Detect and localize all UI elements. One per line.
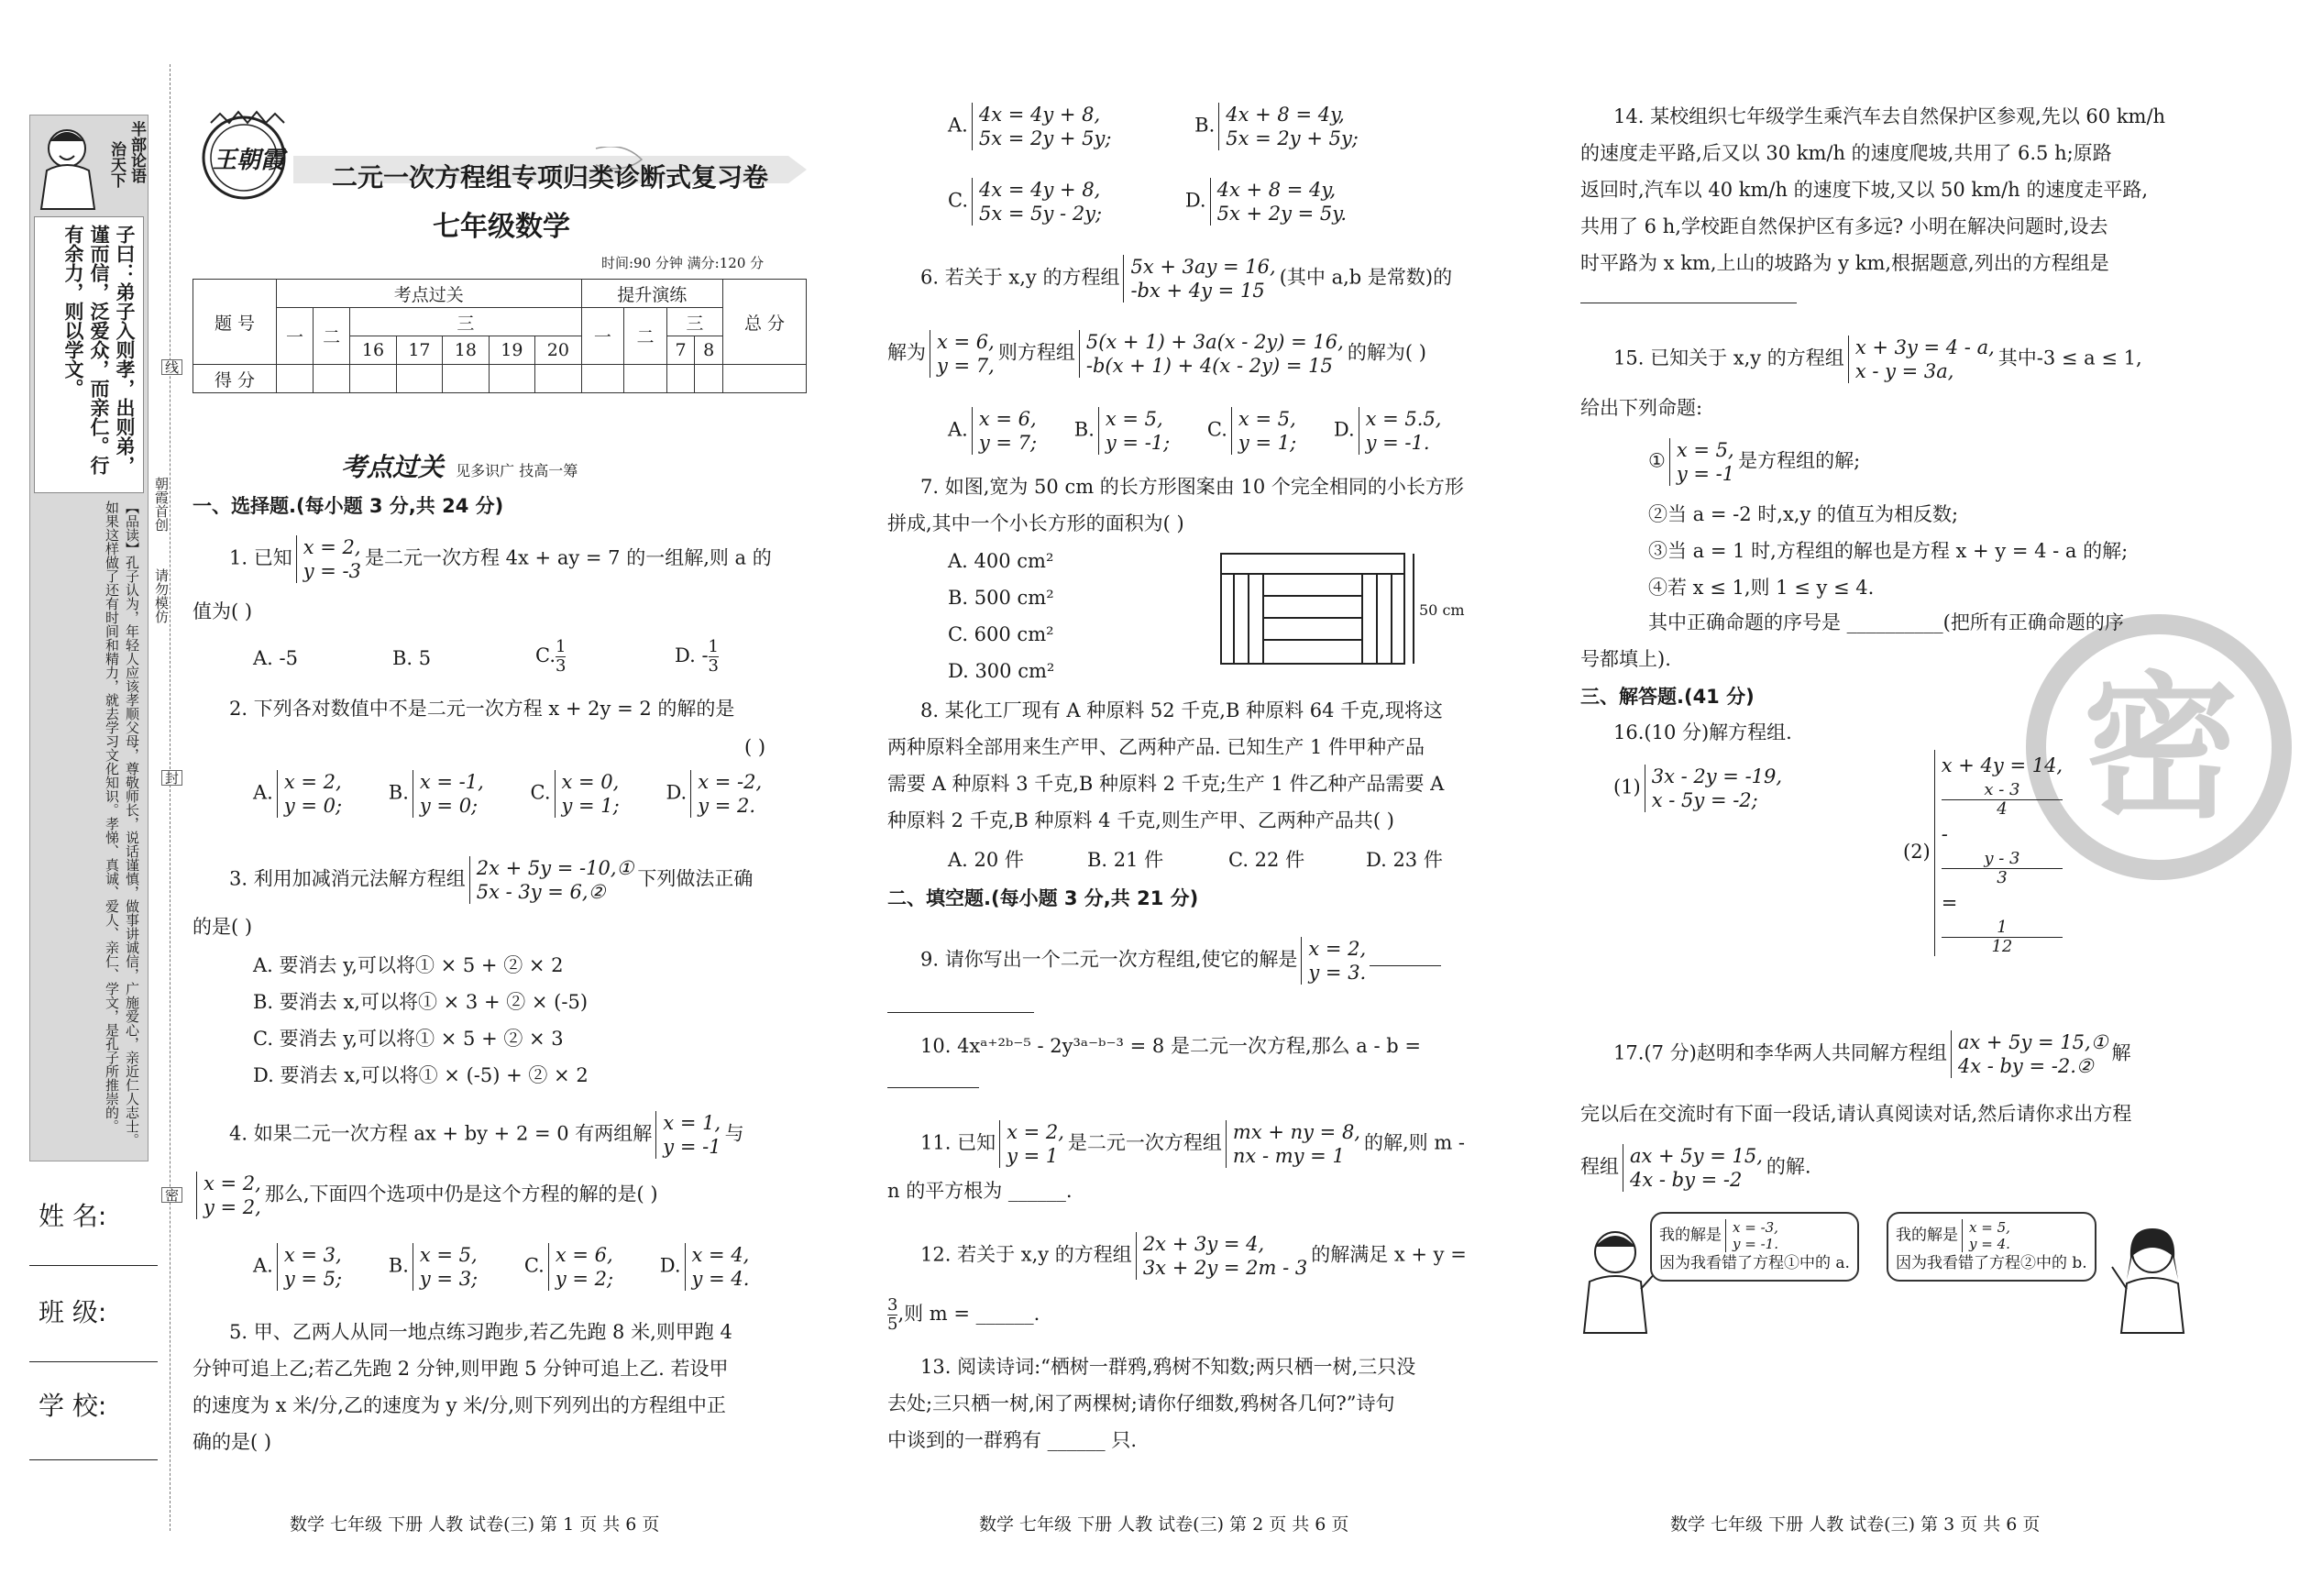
class-field[interactable] [29,1361,158,1362]
question-no-label: 题 号 [193,280,277,365]
section-banner [341,447,671,482]
section-choice: 一、选择题.(每小题 3 分,共 24 分) [193,495,504,517]
score-cell[interactable] [723,365,807,393]
q9-blank-a[interactable] [1370,965,1441,966]
col-1: 一 [277,308,314,365]
col-2: 二 [314,308,350,365]
exam-subtitle: 七年级数学 [433,211,570,243]
q8-line3: 需要 A 种原料 3 千克,B 种原料 2 千克;生产 1 件乙种产品需要 A [887,773,1445,795]
confucius-quote-box [34,216,144,493]
q15-prop-1: ① x = 5, y = -1 是方程组的解; [1648,439,1861,485]
speech-bubble-li: 我的解是 x = 5, y = 4. 因为我看错了方程②中的 b. [1887,1212,2096,1282]
q10: 10. 4xᵃ⁺²ᵇ⁻⁵ - 2y³ᵃ⁻ᵇ⁻³ = 8 是二元一次方程,那么 a - b = [920,1035,1421,1057]
side-mark-1: 朝霞首创 [153,477,170,532]
score-cell[interactable] [581,365,624,393]
q8-opt-a[interactable]: A. 20 件 [948,849,1024,871]
q1-text-a: 1. 已知 [229,546,292,569]
col-t3: 三 [666,308,722,336]
exam-title: 二元一次方程组专项归类诊断式复习卷 [332,162,769,193]
score-cell[interactable] [314,365,350,393]
q14-line5: 时平路为 x km,上山的坡路为 y km,根据题意,列出的方程组是 [1580,252,2109,274]
score-cell[interactable] [443,365,489,393]
q8-line4: 种原料 2 千克,B 种原料 4 千克,则生产甲、乙两种产品共( ) [887,809,1394,831]
school-label: 学 校: [39,1391,107,1421]
q4-opts[interactable]: A. x = 3, y = 5; B. x = 5, y = 3; C. x = 6, y = 2; D. x = 4, y = 4. [253,1244,750,1290]
total-label: 总 分 [723,280,807,365]
q15-ask: 其中正确命题的序号是 __________(把所有正确命题的序 [1648,611,2124,633]
col-18: 18 [443,336,489,365]
score-cell[interactable] [666,365,695,393]
fold-mark-mi: 密 [161,1187,182,1203]
q7-opt-d[interactable]: D. 300 cm² [948,660,1055,682]
q3-opt-d[interactable]: D. 要消去 x,可以将① × (-5) + ② × 2 [253,1064,589,1086]
group-tisheng: 提升演练 [581,280,722,308]
q13-line2: 去处;三只栖一树,闲了两棵树;请你仔细数,鸦树各几何?”诗句 [887,1392,1395,1414]
q3-opt-a[interactable]: A. 要消去 y,可以将① × 5 + ② × 2 [253,954,564,976]
q16-part1: (1) 3x - 2y = -19, x - 5y = -2; [1613,765,1783,811]
pindu-text: 【品读】孔子认为，年轻人应该孝顺父母，尊敬师长，说话谨慎，做事讲诚信，广施爱心，亲近仁人志士。如果这样做了还有时间和精力，就去学习文化知识。孝悌、真诚、爱人、亲仁、学文，是孔子所推崇的。 [104,501,140,1147]
q7-line2: 拼成,其中一个小长方形的面积为( ) [887,512,1184,534]
q3-tail: 的是( ) [193,916,253,938]
footer-page-3: 数学 七年级 下册 人教 试卷(三) 第 3 页 共 6 页 [1670,1514,2041,1535]
q8-opt-b[interactable]: B. 21 件 [1087,849,1164,871]
q13-line1: 13. 阅读诗词:“栖树一群鸦,鸦树不知数;两只栖一树,三只没 [920,1356,1416,1378]
section-solve: 三、解答题.(41 分) [1580,686,1755,708]
side-mark-2: 请勿模仿 [153,568,170,623]
q10-blank[interactable] [887,1087,979,1088]
q4-cont: x = 2, y = 2, 那么,下面四个选项中仍是这个方程的解的是( ) [193,1172,658,1219]
banner-main: 考点过关 [341,452,445,482]
q7-line1: 7. 如图,宽为 50 cm 的长方形图案由 10 个完全相同的小长方形 [920,476,1464,498]
speech-bubble-zhao: 我的解是 x = -3, y = -1. 因为我看错了方程①中的 a. [1650,1212,1859,1282]
col-t1: 一 [581,308,624,365]
q15-intro: 给出下列命题: [1580,397,1703,419]
col-t2: 二 [624,308,667,365]
score-cell[interactable] [695,365,723,393]
q5-line1: 5. 甲、乙两人从同一地点练习跑步,若乙先跑 8 米,则甲跑 4 [229,1321,732,1343]
q14-line1: 14. 某校组织七年级学生乘汽车去自然保护区参观,先以 60 km/h [1613,105,2166,127]
q7-figure [1219,550,1430,669]
q7-figure-label: 50 cm [1419,601,1465,619]
time-info: 时间:90 分钟 满分:120 分 [601,255,765,271]
score-table [193,279,807,393]
q6-cont: 解为 x = 6, y = 7, 则方程组 5(x + 1) + 3a(x - 2y) = 16, -b(x + 1) + 4(x - 2y) = 15 的解为( ) [887,331,1426,377]
fold-mark-xian: 线 [161,359,182,375]
q16-part2: (2) x + 4y = 14, x - 3 4 - y - 3 3 = 1 12 [1903,750,2066,956]
q5-opts-row2[interactable]: C. 4x = 4y + 8, 5x = 5y - 2y; D. 4x + 8 = 4y, 5x + 2y = 5y. [948,179,1348,225]
q17: 17.(7 分)赵明和李华两人共同解方程组 ax + 5y = 15,① 4x - by = -2.② 解 [1613,1031,2131,1077]
watermark-text: 密 [2083,658,2239,840]
q14-line3: 返回时,汽车以 40 km/h 的速度下坡,又以 50 km/h 的速度走平路, [1580,179,2148,201]
q5-line3: 的速度为 x 米/分,乙的速度为 y 米/分,则下列列出的方程组中正 [193,1394,726,1416]
q15-prop-2: ②当 a = -2 时,x,y 的值互为相反数; [1648,503,1959,525]
col-3: 三 [350,308,581,336]
group-kaodian: 考点过关 [277,280,582,308]
q7-opt-b[interactable]: B. 500 cm² [948,587,1054,609]
section-fill: 二、填空题.(每小题 3 分,共 21 分) [887,887,1199,909]
q17-line3: 程组 ax + 5y = 15, 4x - by = -2 的解. [1580,1145,1811,1191]
q1-tail: 值为( ) [193,600,253,622]
q4: 4. 如果二元一次方程 ax + by + 2 = 0 有两组解 x = 1, y = -1 与 [229,1112,744,1158]
q5-line2: 分钟可追上乙;若乙先跑 2 分钟,则甲跑 5 分钟可追上乙. 若设甲 [193,1358,729,1380]
q15-prop-3: ③当 a = 1 时,方程组的解也是方程 x + y = 4 - a 的解; [1648,540,2129,562]
q8-opt-c[interactable]: C. 22 件 [1228,849,1305,871]
confucius-quote: 子曰：弟子入则孝，出则弟，谨而信，泛爱众，而亲仁。行有余力，则以学文。 [62,225,136,475]
quote-top-2: 治天下 [107,141,126,188]
confucius-illustration [34,119,104,211]
q14-line4: 共用了 6 h,学校距自然保护区有多远? 小明在解决问题时,设去 [1580,215,2108,237]
q11-tail: n 的平方根为 ______. [887,1180,1073,1202]
q11: 11. 已知 x = 2, y = 1 是二元一次方程组 mx + ny = 8, nx - my = 1 的解,则 m - [920,1121,1466,1167]
q3-opt-b[interactable]: B. 要消去 x,可以将① × 3 + ② × (-5) [253,991,589,1013]
footer-page-1: 数学 七年级 下册 人教 试卷(三) 第 1 页 共 6 页 [290,1514,660,1535]
q7-opt-a[interactable]: A. 400 cm² [948,550,1054,572]
col-19: 19 [489,336,534,365]
boy-illustration [1579,1225,1661,1335]
q1-text-b: 是二元一次方程 4x + ay = 7 的一组解,则 a 的 [365,546,772,569]
q2: 2. 下列各对数值中不是二元一次方程 x + 2y = 2 的解的是 [229,698,735,720]
q15: 15. 已知关于 x,y 的方程组 x + 3y = 4 - a, x - y = 3a, 其中-3 ≤ a ≤ 1, [1613,336,2142,382]
q12-tail: $\frac{3}{5}$ ,则 m = ______. [887,1295,1040,1334]
q1-opt-a[interactable]: A. -5 [253,647,298,669]
score-cell[interactable] [624,365,667,393]
school-field[interactable] [29,1459,158,1460]
q14-line2: 的速度走平路,后又以 30 km/h 的速度爬坡,共用了 6.5 h;原路 [1580,142,2112,164]
col-16: 16 [350,336,396,365]
q2-opts[interactable]: A. x = 2, y = 0; B. x = -1, y = 0; C. x = 0, y = 1; D. x = -2, y = 2. [253,771,763,817]
q1-opt-d[interactable]: D. - $\frac{1}{3}$ [675,637,719,676]
col-t7: 7 [666,336,695,365]
col-20: 20 [535,336,581,365]
q8-opt-d[interactable]: D. 23 件 [1366,849,1443,871]
brand-logo-text: 王朝霞 [213,147,285,174]
q17-line2: 完以后在交流时有下面一段话,请认真阅读对话,然后请你求出方程 [1580,1103,2132,1125]
sidebar-fold-line [170,64,171,1531]
q7-opt-c[interactable]: C. 600 cm² [948,623,1054,645]
girl-illustration [2108,1225,2191,1335]
q15-ask-tail: 号都填上). [1580,648,1671,670]
banner-sub: 见多识广 技高一筹 [456,462,578,479]
q6: 6. 若关于 x,y 的方程组 5x + 3ay = 16, -bx + 4y = 15 (其中 a,b 是常数)的 [920,256,1453,302]
class-label: 班 级: [39,1297,107,1327]
score-cell[interactable] [277,365,314,393]
q1 [229,535,772,583]
score-cell[interactable] [535,365,581,393]
col-17: 17 [396,336,442,365]
q3: 3. 利用加减消元法解方程组 2x + 5y = -10,① 5x - 3y = 6,② 下列做法正确 [229,857,754,903]
q3-opt-c[interactable]: C. 要消去 y,可以将① × 5 + ② × 3 [253,1028,564,1050]
col-t8: 8 [695,336,723,365]
q12: 12. 若关于 x,y 的方程组 2x + 3y = 4, 3x + 2y = 2m - 3 的解满足 x + y = [920,1233,1467,1279]
q5-opts-row1[interactable]: A. 4x = 4y + 8, 5x = 2y + 5y; B. 4x + 8 = 4y, 5x = 2y + 5y; [948,104,1359,149]
footer-page-2: 数学 七年级 下册 人教 试卷(三) 第 2 页 共 6 页 [979,1514,1349,1535]
q8-line1: 8. 某化工厂现有 A 种原料 52 千克,B 种原料 64 千克,现将这 [920,699,1443,721]
quote-top-1: 半部论语 [127,121,146,183]
name-field[interactable] [29,1265,158,1266]
q9: 9. 请你写出一个二元一次方程组,使它的解是 x = 2, y = 3. [920,937,1441,985]
fold-mark-feng: 封 [161,770,182,786]
q16: 16.(10 分)解方程组. [1613,721,1792,743]
sidebar-panel [29,115,149,1161]
q1-system: x = 2, y = -3 [296,535,361,583]
score-cell[interactable] [489,365,534,393]
q1-opt-b[interactable]: B. 5 [392,647,432,669]
q15-prop-4: ④若 x ≤ 1,则 1 ≤ y ≤ 4. [1648,577,1875,599]
score-label: 得 分 [193,365,277,393]
q2-paren: ( ) [744,736,766,758]
q13-line3: 中谈到的一群鸦有 ______ 只. [887,1429,1138,1451]
score-cell[interactable] [396,365,442,393]
q5-line4: 确的是( ) [193,1431,272,1453]
q8-line2: 两种原料全部用来生产甲、乙两种产品. 已知生产 1 件甲种产品 [887,736,1425,758]
score-cell[interactable] [350,365,396,393]
q6-opts[interactable]: A. x = 6, y = 7; B. x = 5, y = -1; C. x = 5, y = 1; D. x = 5.5, y = -1. [948,408,1442,454]
q1-opt-c[interactable]: C. $\frac{1}{3}$ [535,637,567,676]
q9-blank-b[interactable] [887,1012,1034,1013]
name-label: 姓 名: [39,1201,107,1231]
